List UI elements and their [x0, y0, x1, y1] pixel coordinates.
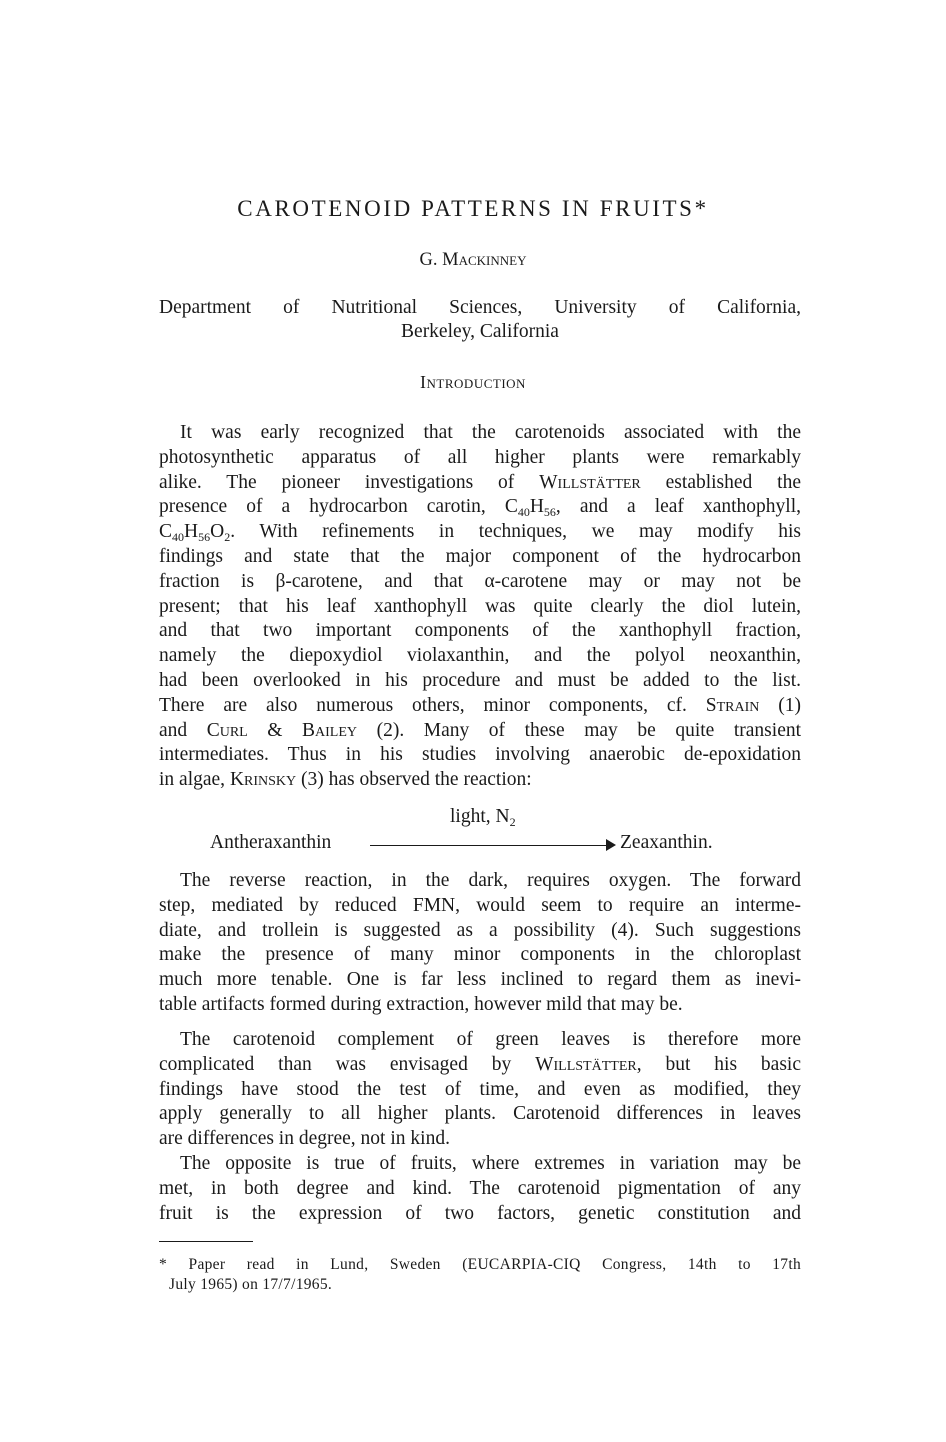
text-line: make the presence of many minor components in the chloroplast: [159, 944, 801, 966]
paragraph-4: [159, 1152, 801, 1226]
text-line: table artifacts formed during extraction, however mild that may be.: [159, 993, 683, 1015]
text-line: It was early recognized that the carotenoids associated with the: [180, 422, 801, 443]
text-line: present; that his leaf xanthophyll was quite clearly the diol lutein,: [159, 595, 801, 617]
text-line: intermediates. Thus in his studies involving anaerobic de-epoxidation: [159, 744, 801, 766]
text-line: are differences in degree, not in kind.: [159, 1128, 450, 1150]
text-line: findings and state that the major component of the hydrocarbon: [159, 545, 801, 567]
author-citation: Krinsky: [229, 769, 297, 791]
affiliation: [159, 296, 801, 344]
reaction-product: Zeaxanthin.: [620, 832, 713, 853]
text-line: had been overlooked in his procedure and must be added to the list.: [159, 669, 801, 691]
author-citation: Strain: [705, 694, 760, 716]
text-line: The reverse reaction, in the dark, requires oxygen. The forward: [180, 870, 801, 891]
text-line: namely the diepoxydiol violaxanthin, and the polyol neoxanthin,: [159, 645, 801, 667]
text-line: complicated than was envisaged by Willstätter, but his basic: [159, 1053, 801, 1075]
author-citation: Curl: [206, 719, 248, 741]
text-line: The carotenoid complement of green leaves is therefore more: [180, 1029, 801, 1050]
text-line: and that two important components of the xanthophyll fraction,: [159, 620, 801, 642]
section-heading-introduction: Introduction: [420, 372, 526, 392]
text-line: step, mediated by reduced FMN, would seem to require an interme-: [159, 894, 801, 916]
text-line: fraction is β-carotene, and that α-carotene may or may not be: [159, 570, 801, 592]
reaction-condition: light, $N_2$: [450, 806, 516, 829]
reaction-reactant: Antheraxanthin: [210, 832, 332, 853]
paragraph-3: [159, 1028, 801, 1152]
text-line: findings have stood the test of time, and even as modified, they: [159, 1078, 801, 1100]
paragraph-1: [159, 421, 801, 793]
footnote: [159, 1255, 801, 1295]
footnote-rule: [159, 1241, 253, 1242]
text-line: There are also numerous others, minor components, cf. Strain (1): [159, 694, 801, 716]
affiliation-line-1: Department of Nutritional Sciences, University of California,: [159, 297, 801, 318]
paper-title: CAROTENOID PATTERNS IN FRUITS*: [237, 196, 709, 221]
text-line: in algae, Krinsky (3) has observed the reaction:: [159, 769, 532, 791]
text-line: alike. The pioneer investigations of Willstätter established the: [159, 471, 801, 493]
text-line: The opposite is true of fruits, where extremes in variation may be: [180, 1153, 801, 1174]
text-line: and Curl & Bailey (2). Many of these may be quite transient: [159, 719, 802, 741]
text-line: met, in both degree and kind. The carotenoid pigmentation of any: [159, 1177, 801, 1199]
reaction-equation: [210, 806, 750, 858]
affiliation-line-2: Berkeley, California: [401, 321, 559, 342]
text-line: diate, and trollein is suggested as a possibility (4). Such suggestions: [159, 919, 801, 941]
text-line: fruit is the expression of two factors, genetic constitution and: [159, 1202, 801, 1224]
author-citation: Willstätter: [535, 1053, 637, 1075]
author-name: G. Mackinney: [419, 250, 527, 270]
author-citation: Willstätter: [539, 471, 641, 493]
text-line: much more tenable. One is far less inclined to regard them as inevi-: [159, 969, 801, 991]
text-line: apply generally to all higher plants. Carotenoid differences in leaves: [159, 1103, 801, 1125]
footnote-line: * Paper read in Lund, Sweden (EUCARPIA-CIQ Congress, 14th to 17th: [159, 1256, 801, 1273]
footnote-line: July 1965) on 17/7/1965.: [169, 1276, 333, 1293]
author-citation: Bailey: [302, 719, 358, 741]
reaction-arrow-icon: [370, 845, 612, 846]
text-line: $C_{40}H_{56}O_2$. With refinements in techniques, we may modify his: [159, 521, 801, 545]
text-line: photosynthetic apparatus of all higher plants were remarkably: [159, 446, 801, 468]
text-line: presence of a hydrocarbon carotin, $C_{40}H_{56}$, and a leaf xanthophyll,: [159, 496, 801, 520]
paragraph-2: [159, 869, 801, 1018]
arrowhead-icon: [606, 839, 616, 851]
